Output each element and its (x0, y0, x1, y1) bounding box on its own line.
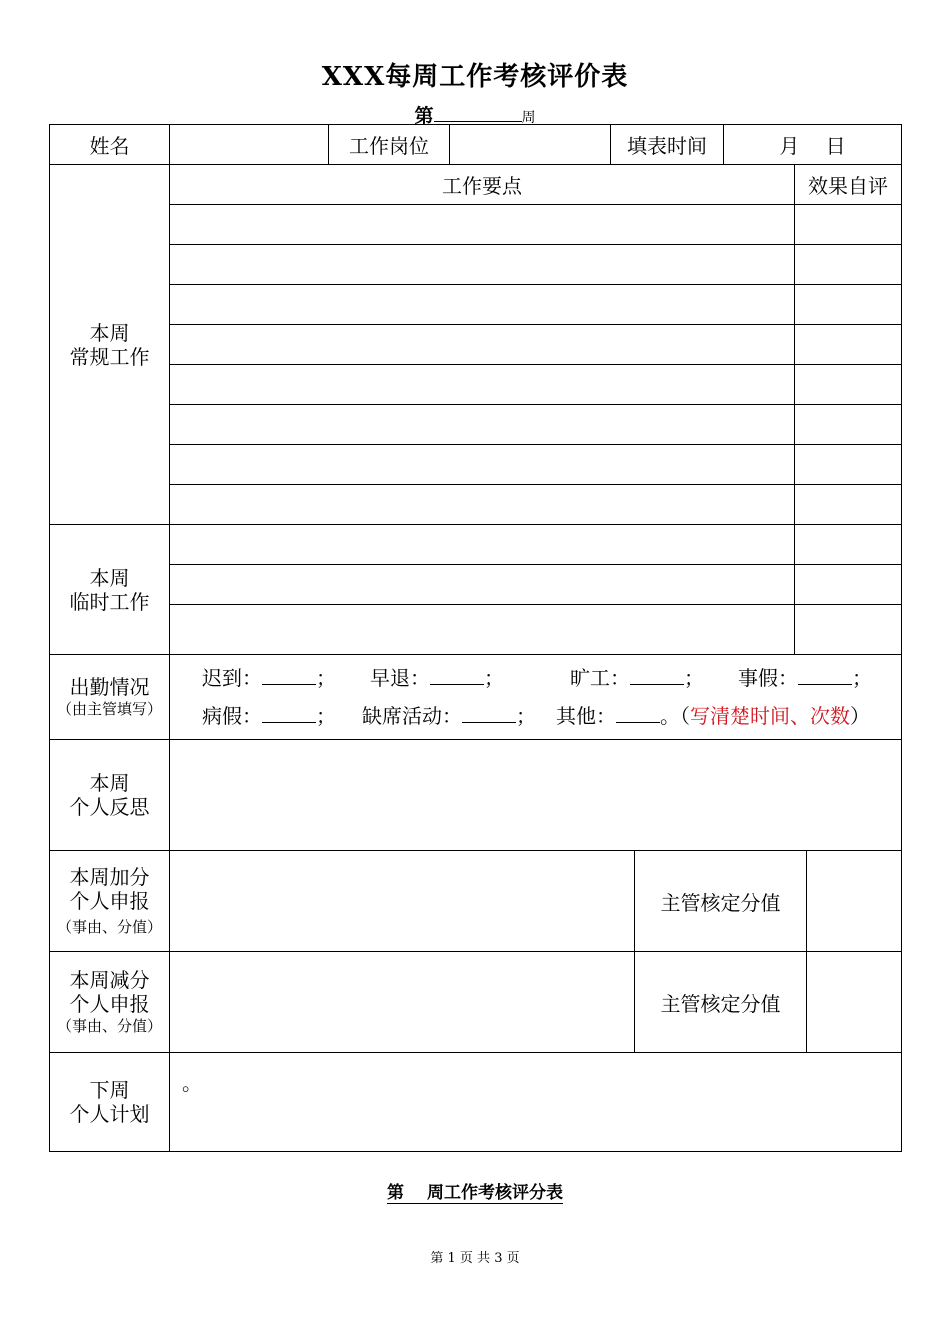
deduction-supervisor-score[interactable] (807, 952, 902, 1053)
deduction-field[interactable] (170, 952, 635, 1053)
separator: ； (484, 666, 504, 690)
missed-activities-blank[interactable] (462, 704, 516, 723)
other-label: 其他： (556, 704, 616, 728)
name-label: 姓名 (50, 125, 170, 165)
position-label: 工作岗位 (329, 125, 450, 165)
regular-work-row (50, 245, 902, 285)
sick-leave-label: 病假： (202, 704, 262, 728)
name-field[interactable] (170, 125, 329, 165)
week-number-blank[interactable] (434, 105, 522, 122)
personal-leave-label: 事假： (738, 666, 798, 690)
separator: ； (316, 704, 336, 728)
temp-self-eval-field[interactable] (795, 525, 902, 565)
next-plan-label-line1: 下周 (89, 1078, 130, 1102)
score-table-title (0, 1178, 950, 1203)
early-leave-label: 早退： (370, 666, 430, 690)
separator: ； (684, 666, 704, 690)
work-item-field[interactable] (170, 445, 795, 485)
deduction-row (50, 952, 902, 1053)
temp-self-eval-field[interactable] (795, 605, 902, 655)
temp-work-row (50, 565, 902, 605)
position-field[interactable] (450, 125, 611, 165)
note-paren-open: （ (680, 704, 690, 728)
deduction-label (50, 952, 170, 1053)
header-row (50, 125, 902, 165)
attendance-sub-label: （由主管填写） (56, 700, 162, 718)
temp-work-row (50, 525, 902, 565)
separator: ； (516, 704, 536, 728)
bonus-row (50, 851, 902, 952)
regular-work-row (50, 405, 902, 445)
next-plan-content: 。 (182, 1071, 202, 1095)
next-plan-label (50, 1053, 170, 1152)
self-eval-field[interactable] (795, 405, 902, 445)
separator: ； (316, 666, 336, 690)
next-plan-label-line2: 个人计划 (69, 1102, 150, 1126)
self-eval-field[interactable] (795, 485, 902, 525)
bonus-supervisor-score[interactable] (807, 851, 902, 952)
page-footer: 第 1 页 共 3 页 (430, 1251, 520, 1266)
missed-activities-label: 缺席活动： (362, 704, 462, 728)
sick-leave-blank[interactable] (262, 704, 316, 723)
attendance-note: 写清楚时间、次数 (690, 704, 850, 728)
work-item-field[interactable] (170, 325, 795, 365)
deduction-sub-label: （事由、分值） (56, 1017, 162, 1035)
work-item-field[interactable] (170, 245, 795, 285)
attendance-label-cell (50, 655, 170, 740)
bonus-field[interactable] (170, 851, 635, 952)
regular-work-row (50, 365, 902, 405)
evaluation-form-table (49, 124, 902, 1152)
score-table-title-text: 第 周工作考核评分表 (387, 1183, 563, 1203)
other-blank[interactable] (616, 704, 660, 723)
self-eval-header: 效果自评 (795, 165, 902, 205)
work-item-field[interactable] (170, 285, 795, 325)
attendance-label: 出勤情况 (69, 675, 150, 699)
regular-work-header-row (50, 165, 902, 205)
regular-work-row (50, 485, 902, 525)
date-field[interactable]: 月 日 (724, 125, 902, 165)
absent-label: 旷工： (570, 666, 630, 690)
temp-work-row (50, 605, 902, 655)
period: 。 (660, 704, 680, 728)
next-plan-field[interactable] (170, 1053, 902, 1152)
key-points-header: 工作要点 (170, 165, 795, 205)
late-blank[interactable] (262, 666, 316, 685)
bonus-sub-label: （事由、分值） (56, 918, 162, 936)
temp-self-eval-field[interactable] (795, 565, 902, 605)
absent-blank[interactable] (630, 666, 684, 685)
self-eval-field[interactable] (795, 325, 902, 365)
regular-work-row (50, 205, 902, 245)
self-eval-field[interactable] (795, 365, 902, 405)
temp-work-label-line2: 临时工作 (69, 589, 150, 614)
work-item-field[interactable] (170, 365, 795, 405)
bonus-label (50, 851, 170, 952)
deduction-label-line1: 本周减分 (69, 968, 150, 992)
work-item-field[interactable] (170, 205, 795, 245)
regular-work-row (50, 285, 902, 325)
reflection-label (50, 740, 170, 851)
week-suffix: 周 (521, 110, 536, 126)
reflection-label-line1: 本周 (89, 771, 130, 795)
regular-work-label-line1: 本周 (89, 320, 130, 345)
bonus-label-line2: 个人申报 (69, 889, 150, 913)
regular-work-label (50, 165, 170, 525)
early-leave-blank[interactable] (430, 666, 484, 685)
regular-work-label-line2: 常规工作 (69, 344, 150, 369)
next-plan-row (50, 1053, 902, 1152)
attendance-details (170, 655, 902, 740)
temp-work-item-field[interactable] (170, 565, 795, 605)
date-label: 填表时间 (611, 125, 724, 165)
late-label: 迟到： (202, 666, 262, 690)
deduction-supervisor-label: 主管核定分值 (635, 952, 807, 1053)
regular-work-row (50, 325, 902, 365)
temp-work-label-line1: 本周 (89, 565, 130, 590)
personal-leave-blank[interactable] (798, 666, 852, 685)
reflection-label-line2: 个人反思 (69, 795, 150, 819)
bonus-label-line1: 本周加分 (69, 865, 150, 889)
self-eval-field[interactable] (795, 445, 902, 485)
regular-work-row (50, 445, 902, 485)
bonus-supervisor-label: 主管核定分值 (635, 851, 807, 952)
work-item-field[interactable] (170, 485, 795, 525)
attendance-row (50, 655, 902, 740)
work-item-field[interactable] (170, 405, 795, 445)
temp-work-label (50, 525, 170, 655)
attendance-line-1 (202, 659, 901, 697)
temp-work-item-field[interactable] (170, 525, 795, 565)
deduction-label-line2: 个人申报 (69, 992, 150, 1016)
separator: ； (852, 666, 872, 690)
reflection-field[interactable] (170, 740, 902, 851)
self-eval-field[interactable] (795, 205, 902, 245)
note-paren-close: ） (850, 704, 870, 728)
week-prefix: 第 (414, 105, 434, 127)
self-eval-field[interactable] (795, 285, 902, 325)
form-title: XXX每周工作考核评价表 (321, 62, 629, 92)
reflection-row (50, 740, 902, 851)
attendance-line-2 (202, 697, 901, 735)
self-eval-field[interactable] (795, 245, 902, 285)
temp-work-item-field[interactable] (170, 605, 795, 655)
